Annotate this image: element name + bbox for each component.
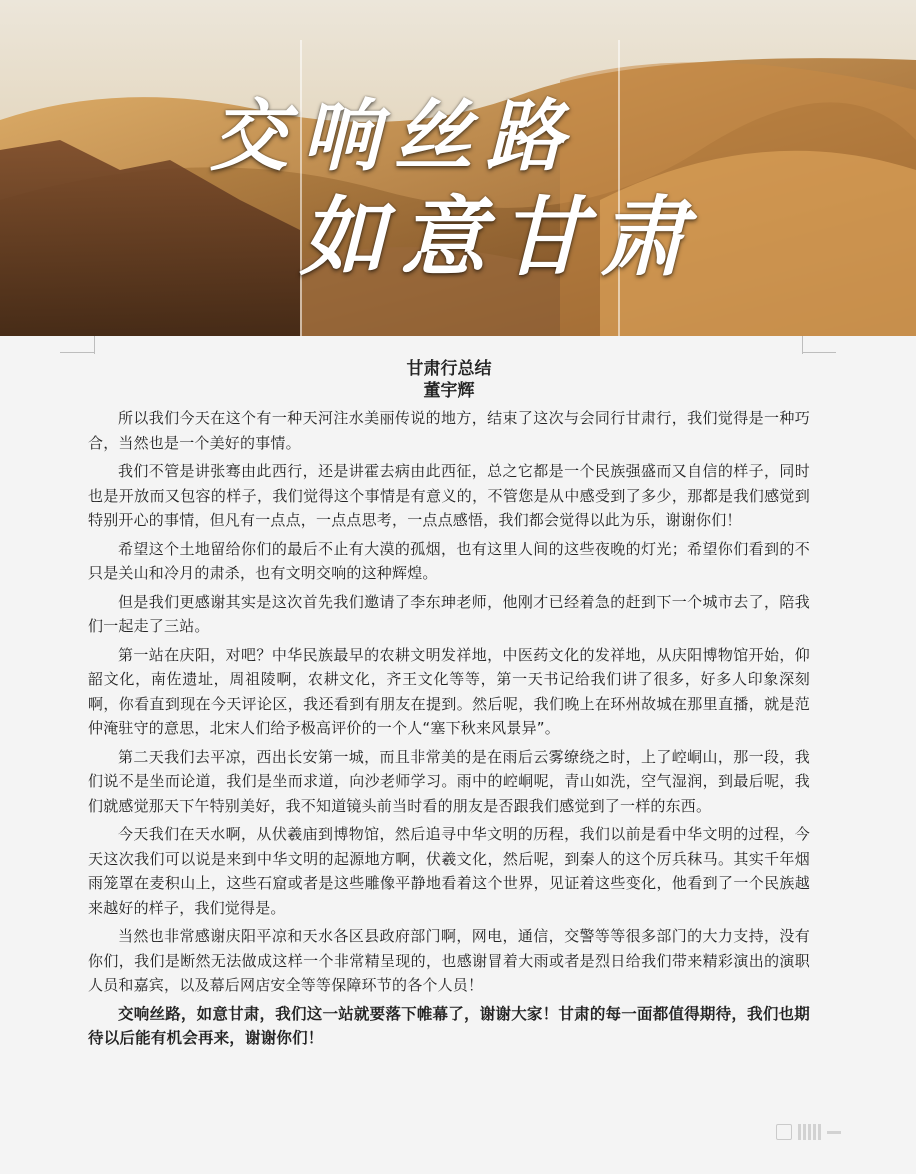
watermark [776,1124,841,1140]
banner-title-line2: 如意甘肃 [300,187,700,288]
paragraph: 我们不管是讲张骞由此西行，还是讲霍去病由此西征，总之它都是一个民族强盛而又自信的样子，同时也是开放而又包容的样子，我们觉得这个事情是有意义的，不管您是从中感受到了多少，那都是我们感觉到特别开心的事情，但凡有一点点，一点点思考，一点点感悟，我们都会觉得以此为乐，谢谢你们！ [88,462,810,529]
header-banner [0,0,916,336]
document-body [88,358,810,1055]
banner-title-line1: 交响丝路 [210,91,579,182]
crop-mark [802,352,836,353]
paragraph: 当然也非常感谢庆阳平凉和天水各区县政府部门啊，网电，通信，交警等等很多部门的大力支持，没有你们，我们是断然无法做成这样一个非常精呈现的，也感谢冒着大雨或者是烈日给我们带来精彩演出的演职人员和嘉宾，以及幕后网店安全等等保障环节的各个人员！ [88,927,810,994]
watermark-dash-icon [827,1131,841,1134]
crop-mark [60,352,94,353]
paragraph: 今天我们在天水啊，从伏羲庙到博物馆，然后追寻中华文明的历程，我们以前是看中华文明的过程，今天这次我们可以说是来到中华文明的起源地方啊，伏羲文化，然后呢，到秦人的这个厉兵秣马。其实千年烟雨笼罩在麦积山上，这些石窟或者是这些雕像平静地看着这个世界，见证着这些变化，他看到了一个民族越来越好的样子，我们觉得是。 [88,825,810,917]
paragraph: 第二天我们去平凉，西出长安第一城，而且非常美的是在雨后云雾缭绕之时，上了崆峒山，那一段，我们说不是坐而论道，我们是坐而求道，向沙老师学习。雨中的崆峒呢，青山如洗，空气湿润，到最后呢，我们就感觉那天下午特别美好，我不知道镜头前当时看的朋友是否跟我们感觉到了一样的东西。 [88,747,810,815]
document-title: 甘肃行总结 [406,359,492,379]
watermark-box-icon [776,1124,792,1140]
paragraph: 希望这个土地留给你们的最后不止有大漠的孤烟，也有这里人间的这些夜晚的灯光；希望你们看到的不只是关山和冷月的肃杀，也有文明交响的这种辉煌。 [88,539,810,582]
paragraph: 所以我们今天在这个有一种天河注水美丽传说的地方，结束了这次与会同行甘肃行，我们觉得是一种巧合，当然也是一个美好的事情。 [88,409,810,452]
closing-paragraph: 交响丝路，如意甘肃，我们这一站就要落下帷幕了，谢谢大家！甘肃的每一面都值得期待，我们也期待以后能有机会再来，谢谢你们！ [88,1004,810,1047]
watermark-bars-icon [798,1124,821,1140]
document-author: 董宇辉 [423,381,475,401]
paragraph: 但是我们更感谢其实是这次首先我们邀请了李东珅老师，他刚才已经着急的赶到下一个城市去了，陪我们一起走了三站。 [88,592,810,635]
paragraph: 第一站在庆阳，对吧？中华民族最早的农耕文明发祥地，中医药文化的发祥地，从庆阳博物馆开始，仰韶文化，南佐遗址，周祖陵啊，农耕文化，齐王文化等等，第一天书记给我们讲了很多，好多人印象深刻啊，你看直到现在今天评论区，我还看到有朋友在提到。然后呢，我们晚上在环州故城在那里直播，就是范仲淹驻守的意思，北宋人们给予极高评价的一个人“塞下秋来风景异”。 [88,645,810,737]
